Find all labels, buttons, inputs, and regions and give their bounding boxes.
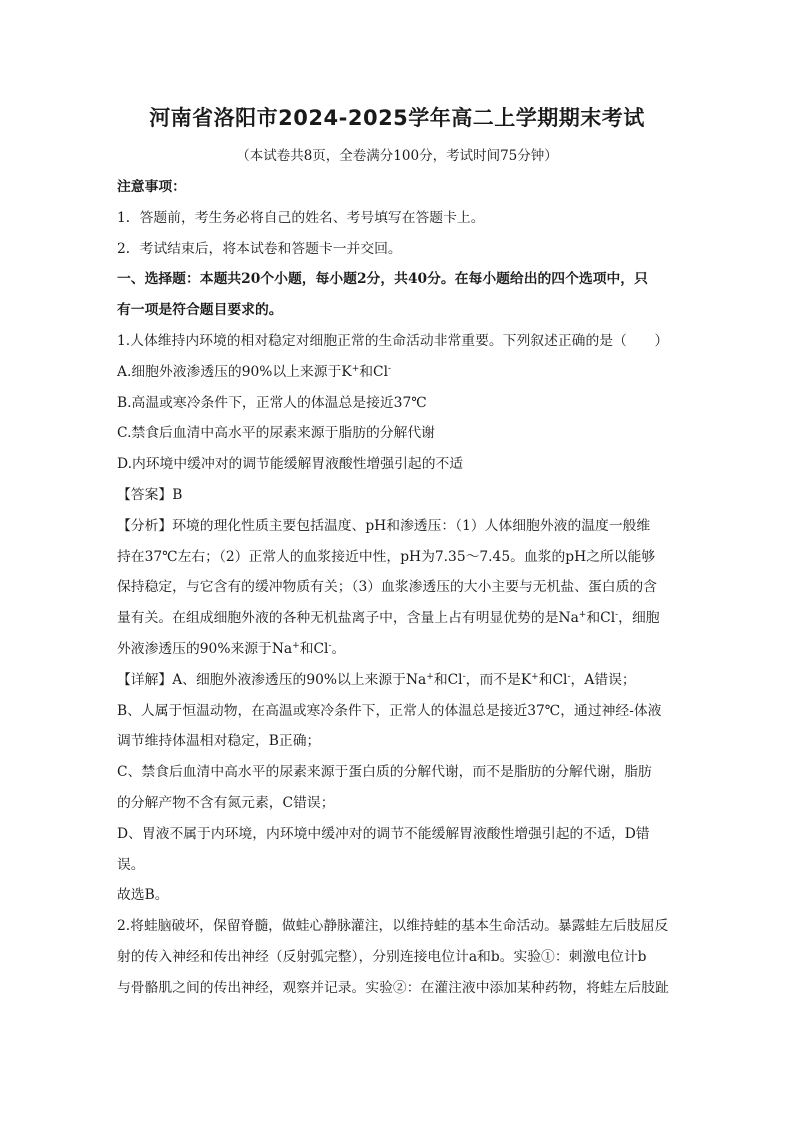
option-c: C.禁食后血清中高水平的尿素来源于脂肪的分解代谢 xyxy=(117,425,435,442)
detail-line: 调节维持体温相对稳定，B正确； xyxy=(117,733,321,750)
notice-heading: 注意事项： xyxy=(117,179,186,195)
question-2-line: 射的传入神经和传出神经（反射弧完整），分别连接电位计a和b。实验①：刺激电位计b xyxy=(117,948,647,965)
option-a: A.细胞外液渗透压的90%以上来源于K+和Cl- xyxy=(117,363,392,380)
question-2-line: 与骨骼肌之间的传出神经，观察并记录。实验②：在灌注液中添加某种药物，将蛙左后肢趾 xyxy=(117,979,669,996)
exam-body xyxy=(117,172,682,1004)
analysis-line: 外液渗透压的90%来源于Na+和Cl-。 xyxy=(117,640,346,657)
detail: 【详解】A、细胞外液渗透压的90%以上来源于Na+和Cl-，而不是K+和Cl-，A错误； xyxy=(117,671,636,688)
exam-subtitle: （本试卷共8页，全卷满分100分，考试时间75分钟） xyxy=(236,148,558,164)
detail-line: C、禁食后血清中高水平的尿素来源于蛋白质的分解代谢，而不是脂肪的分解代谢，脂肪 xyxy=(117,764,652,781)
detail-line: 误。 xyxy=(117,856,145,873)
detail-line: B、人属于恒温动物，在高温或寒冷条件下，正常人的体温总是接近37℃，通过神经-体液 xyxy=(117,702,662,719)
analysis-line: 持在37℃左右；（2）正常人的血浆接近中性，pH为7.35～7.45。血浆的pH之所以能够 xyxy=(117,548,656,565)
analysis-line: 保持稳定，与它含有的缓冲物质有关；（3）血浆渗透压的大小主要与无机盐、蛋白质的含 xyxy=(117,579,657,596)
analysis: 【分析】环境的理化性质主要包括温度、pH和渗透压：（1）人体细胞外液的温度一般维 xyxy=(117,517,651,534)
detail-line: 的分解产物不含有氮元素，C错误； xyxy=(117,794,335,811)
question-2-stem: 2.将蛙脑破坏，保留脊髓，做蛙心静脉灌注，以维持蛙的基本生命活动。暴露蛙左后肢屈反 xyxy=(117,918,669,935)
exam-title: 河南省洛阳市2024-2025学年高二上学期期末考试 xyxy=(149,106,645,130)
option-b: B.高温或寒冷条件下，正常人的体温总是接近37℃ xyxy=(117,394,427,411)
analysis-line: 量有关。在组成细胞外液的各种无机盐离子中，含量上占有明显优势的是Na+和Cl-，细胞 xyxy=(117,610,660,627)
notice-item: 2．考试结束后，将本试卷和答题卡一并交回。 xyxy=(117,240,402,257)
question-stem: 1.人体维持内环境的相对稳定对细胞正常的生命活动非常重要。下列叙述正确的是（ ） xyxy=(117,332,669,349)
section-heading-cont: 有一项是符合题目要求的。 xyxy=(117,302,283,319)
conclusion: 故选B。 xyxy=(117,887,169,904)
answer: 【答案】B xyxy=(117,486,183,503)
detail-line: D、胃液不属于内环境，内环境中缓冲对的调节不能缓解胃液酸性增强引起的不适，D错 xyxy=(117,825,650,842)
section-heading: 一、选择题：本题共20个小题，每小题2分，共40分。在每小题给出的四个选项中，只 xyxy=(117,271,648,288)
option-d: D.内环境中缓冲对的调节能缓解胃液酸性增强引起的不适 xyxy=(117,456,464,473)
notice-item: 1．答题前，考生务必将自己的姓名、考号填写在答题卡上。 xyxy=(117,209,485,226)
